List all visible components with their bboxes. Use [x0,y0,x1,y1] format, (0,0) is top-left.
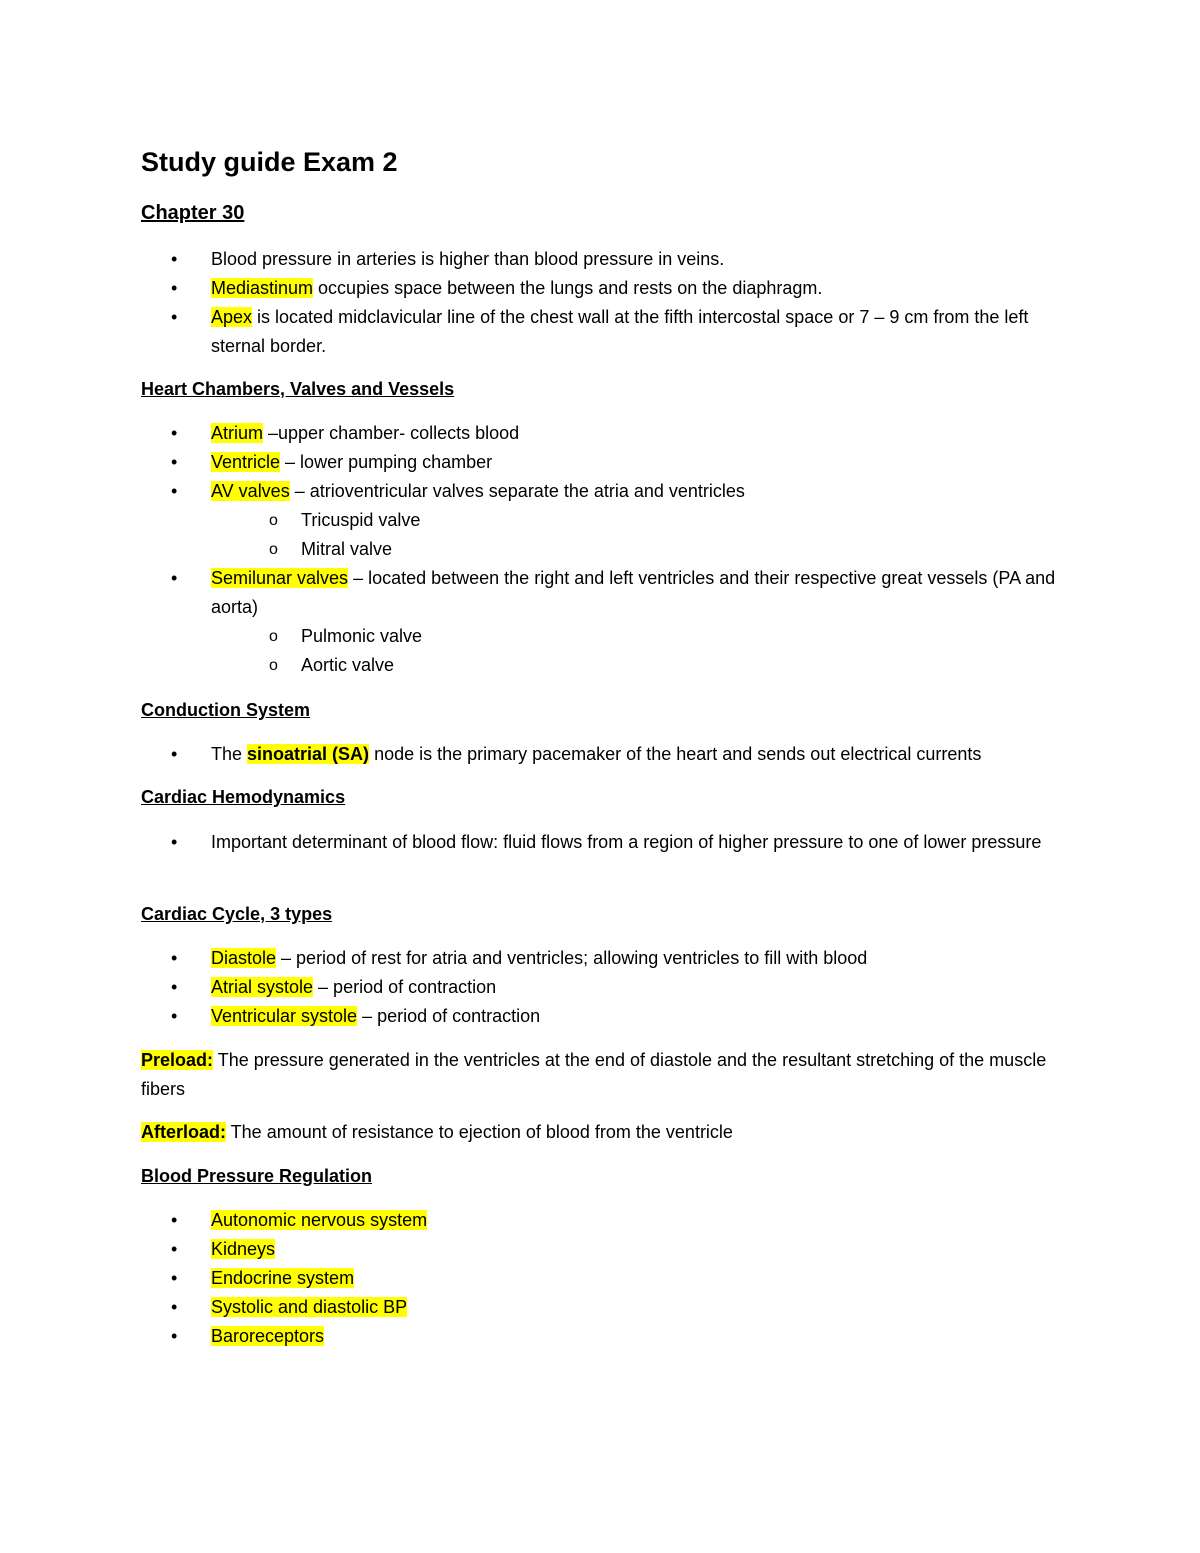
chapter-heading: Chapter 30 [141,202,245,224]
page-title: Study guide Exam 2 [141,147,398,177]
bullet-icon: • [171,1268,178,1288]
preload-label: Preload: [141,1050,214,1070]
list-item [141,1235,1061,1264]
bullet-icon: • [171,568,178,588]
list-item [141,448,1061,477]
item-text: – atrioventricular valves separate the atria and ventricles [289,481,745,501]
highlighted-term: Semilunar valves [211,568,349,588]
highlighted-term: Ventricular systole [211,1006,358,1026]
conduction-list [141,740,1061,769]
sub-item-text: Mitral valve [301,539,393,559]
list-item [141,1206,1061,1235]
list-item [141,1293,1061,1322]
sub-bullet-icon: o [269,512,278,529]
bullet-icon: • [171,744,178,764]
bullet-icon: • [171,307,178,327]
bullet-icon: • [171,1006,178,1026]
hemodynamics-list [141,828,1061,857]
item-text: is located midclavicular line of the chest wall at the fifth intercostal space or 7 – 9 cm from the left sternal border. [211,307,1029,356]
list-item [141,245,1061,274]
list-item [141,1002,1061,1031]
sub-item-text: Pulmonic valve [301,626,423,646]
bullet-icon: • [171,452,178,472]
afterload-paragraph: Afterload: The amount of resistance to ejection of blood from the ventricle [141,1122,733,1142]
chambers-list [141,419,1061,680]
bp-heading: Blood Pressure Regulation [141,1166,373,1186]
sub-bullet-icon: o [269,657,278,674]
list-item [141,973,1061,1002]
list-item [141,1264,1061,1293]
bullet-icon: • [171,1210,178,1230]
highlighted-term: Kidneys [211,1239,276,1259]
bullet-icon: • [171,832,178,852]
sub-list-item [141,651,1061,680]
sub-list-item [141,622,1061,651]
preload-paragraph: Preload: The pressure generated in the ventricles at the end of diastole and the resultant stretching of the muscle fibers [141,1050,1047,1099]
chambers-heading: Heart Chambers, Valves and Vessels [141,379,455,399]
sub-item-text: Tricuspid valve [301,510,421,530]
item-text: – located between the right and left ventricles and their respective great vessels (PA and aorta) [211,568,1056,617]
item-text: – lower pumping chamber [280,452,493,472]
bullet-icon: • [171,948,178,968]
highlighted-term: Systolic and diastolic BP [211,1297,408,1317]
highlighted-term: Atrial systole [211,977,314,997]
item-text: occupies space between the lungs and rests on the diaphragm. [313,278,823,298]
list-item [141,1322,1061,1351]
item-text: Blood pressure in arteries is higher than blood pressure in veins. [211,249,725,269]
bullet-icon: • [171,278,178,298]
bullet-icon: • [171,977,178,997]
list-item: • Important determinant of blood flow: fluid flows from a region of higher pressure to one of lower pressure [141,828,1061,857]
highlighted-term: Diastole [211,948,277,968]
item-text: – period of contraction [313,977,497,997]
afterload-label: Afterload: [141,1122,226,1142]
highlighted-term: Baroreceptors [211,1326,325,1346]
highlighted-term: Apex [211,307,253,327]
list-item [141,419,1061,448]
conduction-heading: Conduction System [141,700,311,720]
list-item: • The sinoatrial (SA) node is the primary pacemaker of the heart and sends out electrical currents [141,740,1061,769]
list-item [141,303,1061,361]
highlighted-term: Ventricle [211,452,281,472]
cycle-list [141,944,1061,1031]
list-item [141,564,1061,622]
list-item [141,944,1061,973]
sub-bullet-icon: o [269,628,278,645]
sub-list-item [141,535,1061,564]
item-text: –upper chamber- collects blood [263,423,520,443]
sub-item-text: Aortic valve [301,655,395,675]
highlighted-term: sinoatrial (SA) [247,744,370,764]
bullet-icon: • [171,1297,178,1317]
highlighted-term: Autonomic nervous system [211,1210,428,1230]
list-item [141,274,1061,303]
highlighted-term: Atrium [211,423,264,443]
highlighted-term: Endocrine system [211,1268,355,1288]
bullet-icon: • [171,1326,178,1346]
item-text: – period of contraction [357,1006,541,1026]
bullet-icon: • [171,423,178,443]
bullet-icon: • [171,249,178,269]
hemodynamics-heading: Cardiac Hemodynamics [141,787,346,807]
sub-list-item [141,506,1061,535]
sub-bullet-icon: o [269,541,278,558]
highlighted-term: AV valves [211,481,290,501]
item-text: – period of rest for atria and ventricles; allowing ventricles to fill with blood [276,948,868,968]
bullet-icon: • [171,1239,178,1259]
bullet-icon: • [171,481,178,501]
chapter-list [141,245,1061,361]
cycle-heading: Cardiac Cycle, 3 types [141,904,333,924]
highlighted-term: Mediastinum [211,278,314,298]
bp-list [141,1206,1061,1351]
list-item [141,477,1061,506]
